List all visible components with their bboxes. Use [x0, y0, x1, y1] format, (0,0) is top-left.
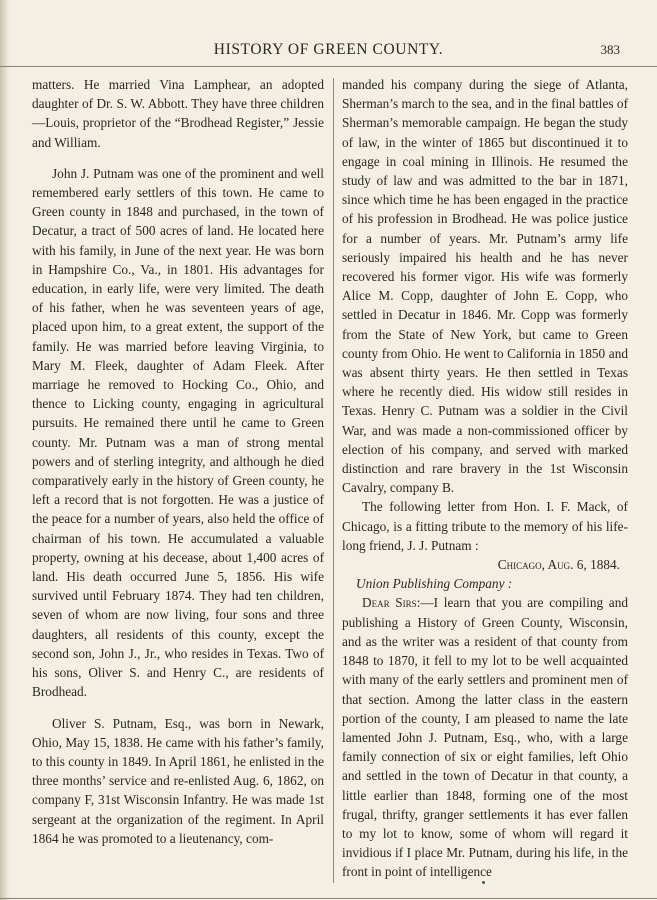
letter-dateline: Chicago, Aug. 6, 1884.: [497, 557, 620, 573]
header-rule: [0, 66, 657, 67]
column-divider: [333, 78, 334, 883]
paragraph-continuation: manded his company during the siege of Atlanta, Sherman’s march to the sea, and in the final battles of Sherman’s memorable campaign. He began the study of law, in the winter of 1865 but discontinued it to engage in coal mining in Illinois. He resumed the study of law and was admitted to the bar in 1871, since which time he has been engaged in the practice of his profession in Brodhead. He was police justice for a number of years. Mr. Putnam’s army life seriously impaired his health and he has never recovered his former vigor. His wife was formerly Alice M. Copp, daughter of John E. Copp, who settled in Decatur in 1846. Mr. Copp was formerly from the State of New York, but came to Green county from Ohio. He went to California in 1850 and was absent thirty years. He then settled in Texas where he recently died. His widow still resides in Texas. Henry C. Putnam was a soldier in the Civil War, and was made a non-commissioned officer by election of his company, and served with marked distinction and rare bravery in the 1st Wisconsin Cavalry, company B.: [342, 77, 628, 496]
paragraph-letter-intro: The following letter from Hon. I. F. Mack, of Chicago, is a fitting tribute to the memory of his life-long friend, J. J. Putnam :: [342, 499, 628, 553]
paragraph-letter-body: [342, 593, 628, 881]
footer-rule: [0, 898, 657, 899]
ink-speck: [482, 881, 485, 884]
left-column: [32, 75, 324, 848]
letter-body-text: :—I learn that you are compiling and publishing a History of Green County, Wisconsin, and as the writer was a resident of that county from 1848 to 1870, it fell to my lot to be well acquainted with many of the early settlers and prominent men of that section. Among the latter class in the eastern portion of the county, I am pleased to name the late lamented John J. Putnam, Esq., who, with a large family connection of six or eight families, left Ohio and settled in the town of Decatur in that county, a little earlier than 1848, forming one of the most frugal, thrifty, granger settlements it has ever fallen to my lot to know, some of whom will regard it invidious if I place Mr. Putnam, during his life, in the front in point of intelligence: [342, 595, 628, 880]
paragraph-oliver-putnam: Oliver S. Putnam, Esq., was born in Newark, Ohio, May 15, 1838. He came with his father’s family, to this county in 1849. In April 1861, he enlisted in the three months’ service and re-enlisted Aug. 6, 1862, on company F, 31st Wisconsin Infantry. He was made 1st sergeant at the organization of the regiment. In April 1864 he was promoted to a lieutenancy, com-: [32, 715, 324, 846]
page-binding-shadow: [0, 0, 10, 900]
paragraph-lamphear: matters. He married Vina Lamphear, an adopted daughter of Dr. S. W. Abbott. They have three children—Louis, proprietor of the “Brodhead Register,” Jessie and William.: [32, 77, 324, 150]
page-header: [0, 41, 657, 65]
letter-salutation: Dear Sirs: [362, 595, 417, 611]
page-number: 383: [600, 42, 620, 57]
paragraph-john-putnam: John J. Putnam was one of the prominent and well remembered early settlers of this town. He came to Green county in 1848 and purchased, in the town of Decatur, a tract of 500 acres of land. He located here with his family, in June of the next year. He was born in Hampshire Co., Va., in 1801. His advantages for education, in early life, were very limited. The death of his father, when he was seventeen years of age, placed upon him, to a great extent, the support of the family. He was married before leaving Virginia, to Mary M. Fleek, daughter of Adam Fleek. After marriage he removed to Hocking Co., Ohio, and thence to Licking county, engaging in agricultural pursuits. He remained there until he came to Green county. Mr. Putnam was a man of strong mental powers and of sterling integrity, and although he died comparatively early in the history of Green county, he left a record that is not forgotten. He was a justice of the peace for a number of years, also held the office of chairman of his town. He accumulated a valuable property, owning at his decease, about 1,400 acres of land. His death occurred June 5, 1856. His wife survived until February 1874. They had ten children, seven of whom are now living, four sons and three daughters, all residents of this county, except the second son, John J., Jr., who resides in Texas. Two of his sons, Oliver S. and Henry C., are residents of Brodhead.: [32, 165, 324, 700]
right-column: [342, 75, 628, 882]
letter-addressee: Union Publishing Company :: [356, 576, 513, 592]
running-title: HISTORY OF GREEN COUNTY.: [213, 41, 444, 58]
